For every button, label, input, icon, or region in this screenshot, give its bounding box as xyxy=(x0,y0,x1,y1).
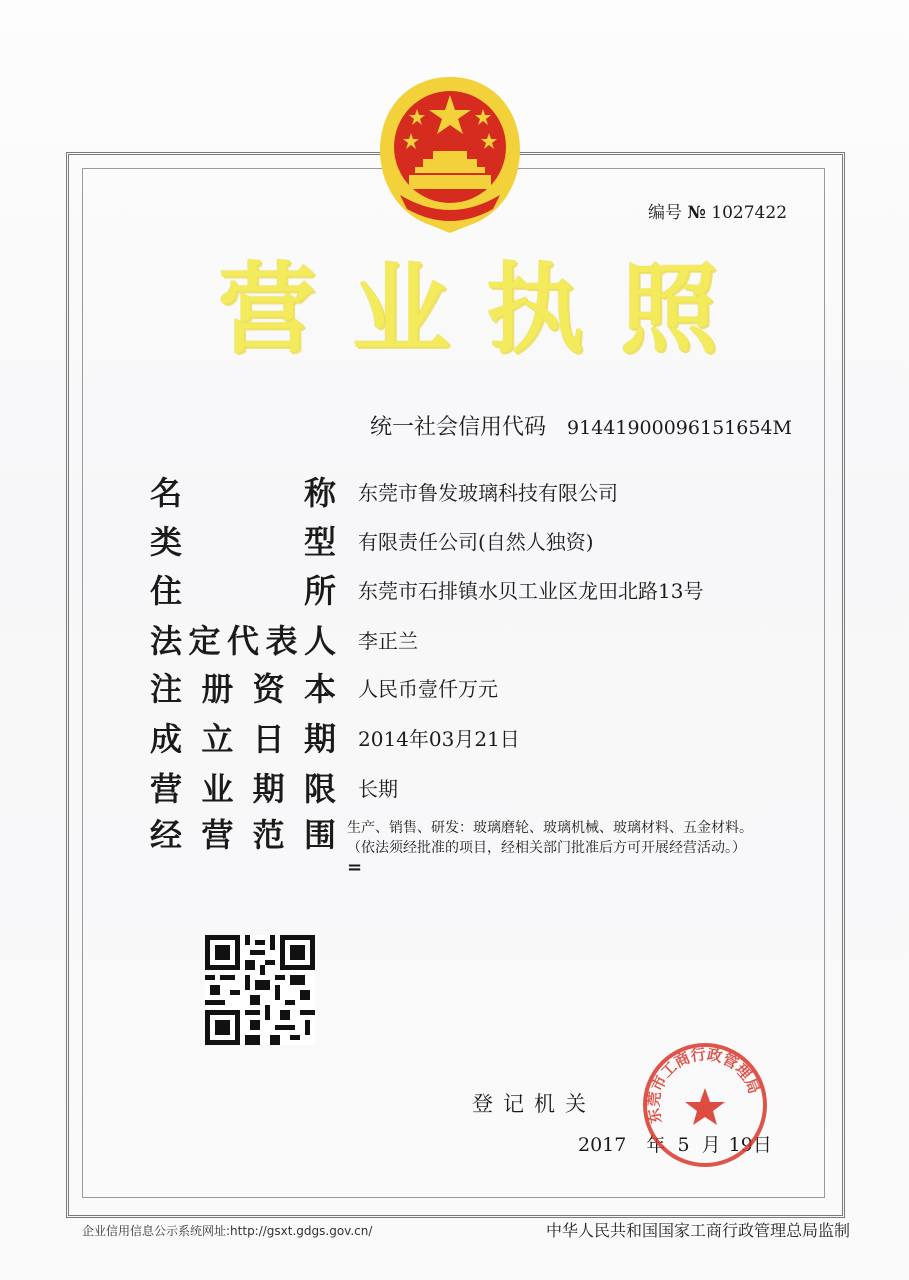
credit-code-label: 统一社会信用代码 xyxy=(370,415,547,440)
field-address xyxy=(150,568,850,610)
field-label: 注 册 资 本 xyxy=(150,670,336,708)
scope-line: 生产、销售、研发：玻璃磨轮、玻璃机械、玻璃材料、五金材料。 xyxy=(347,820,753,836)
field-legal-rep xyxy=(150,618,850,660)
title-char: 照 xyxy=(619,253,718,367)
field-label: 营 业 期 限 xyxy=(150,770,336,808)
title-char: 执 xyxy=(485,253,584,367)
field-value: 东莞市鲁发玻璃科技有限公司 xyxy=(358,480,618,505)
credit-code-value: 91441900096151654M xyxy=(567,417,792,439)
field-value: 李正兰 xyxy=(358,628,418,653)
footer-issuer: 中华人民共和国国家工商行政管理总局监制 xyxy=(546,1221,851,1240)
footer-website-url[interactable]: http://gsxt.gdgs.gov.cn/ xyxy=(230,1224,373,1238)
field-label: 住 所 xyxy=(150,572,336,610)
field-capital xyxy=(150,666,850,708)
serial-symbol: № xyxy=(687,203,706,223)
official-seal-icon xyxy=(640,1040,770,1170)
title-char: 业 xyxy=(351,253,450,367)
field-label: 成 立 日 期 xyxy=(150,720,336,758)
field-label: 名 称 xyxy=(150,474,336,512)
field-label: 经 营 范 围 xyxy=(150,816,336,854)
title-char: 营 xyxy=(218,253,317,367)
field-value: 有限责任公司(自然人独资) xyxy=(358,529,594,554)
scope-line: （依法须经批准的项目，经相关部门批准后方可开展经营活动。） xyxy=(347,840,746,856)
national-emblem-icon xyxy=(375,75,525,235)
scope-mark: = xyxy=(347,857,363,878)
issue-date: 2017 年 5 月 19日 xyxy=(578,1134,772,1156)
field-label: 类 型 xyxy=(150,523,336,561)
field-name xyxy=(150,470,850,512)
field-established xyxy=(150,716,850,758)
seal-text: 东莞市工商行政管理局 xyxy=(644,1045,764,1126)
field-value: 人民币壹仟万元 xyxy=(358,676,498,701)
field-value: 长期 xyxy=(358,776,398,801)
field-label: 法 定 代 表 人 xyxy=(150,622,336,660)
serial-label: 编号 xyxy=(648,203,682,223)
footer-website xyxy=(82,1222,372,1239)
field-term xyxy=(150,766,850,808)
business-scope xyxy=(347,818,817,878)
field-value: 2014年03月21日 xyxy=(358,726,520,751)
credit-code xyxy=(370,410,792,441)
serial-number xyxy=(648,198,787,223)
serial-value: 1027422 xyxy=(711,203,788,223)
registration-authority: 登记机关 xyxy=(472,1092,596,1116)
field-value: 东莞市石排镇水贝工业区龙田北路13号 xyxy=(358,578,704,603)
document-title xyxy=(218,255,718,365)
footer-website-label: 企业信用信息公示系统网址: xyxy=(82,1224,231,1238)
field-type xyxy=(150,519,850,561)
qr-code[interactable] xyxy=(205,935,315,1045)
